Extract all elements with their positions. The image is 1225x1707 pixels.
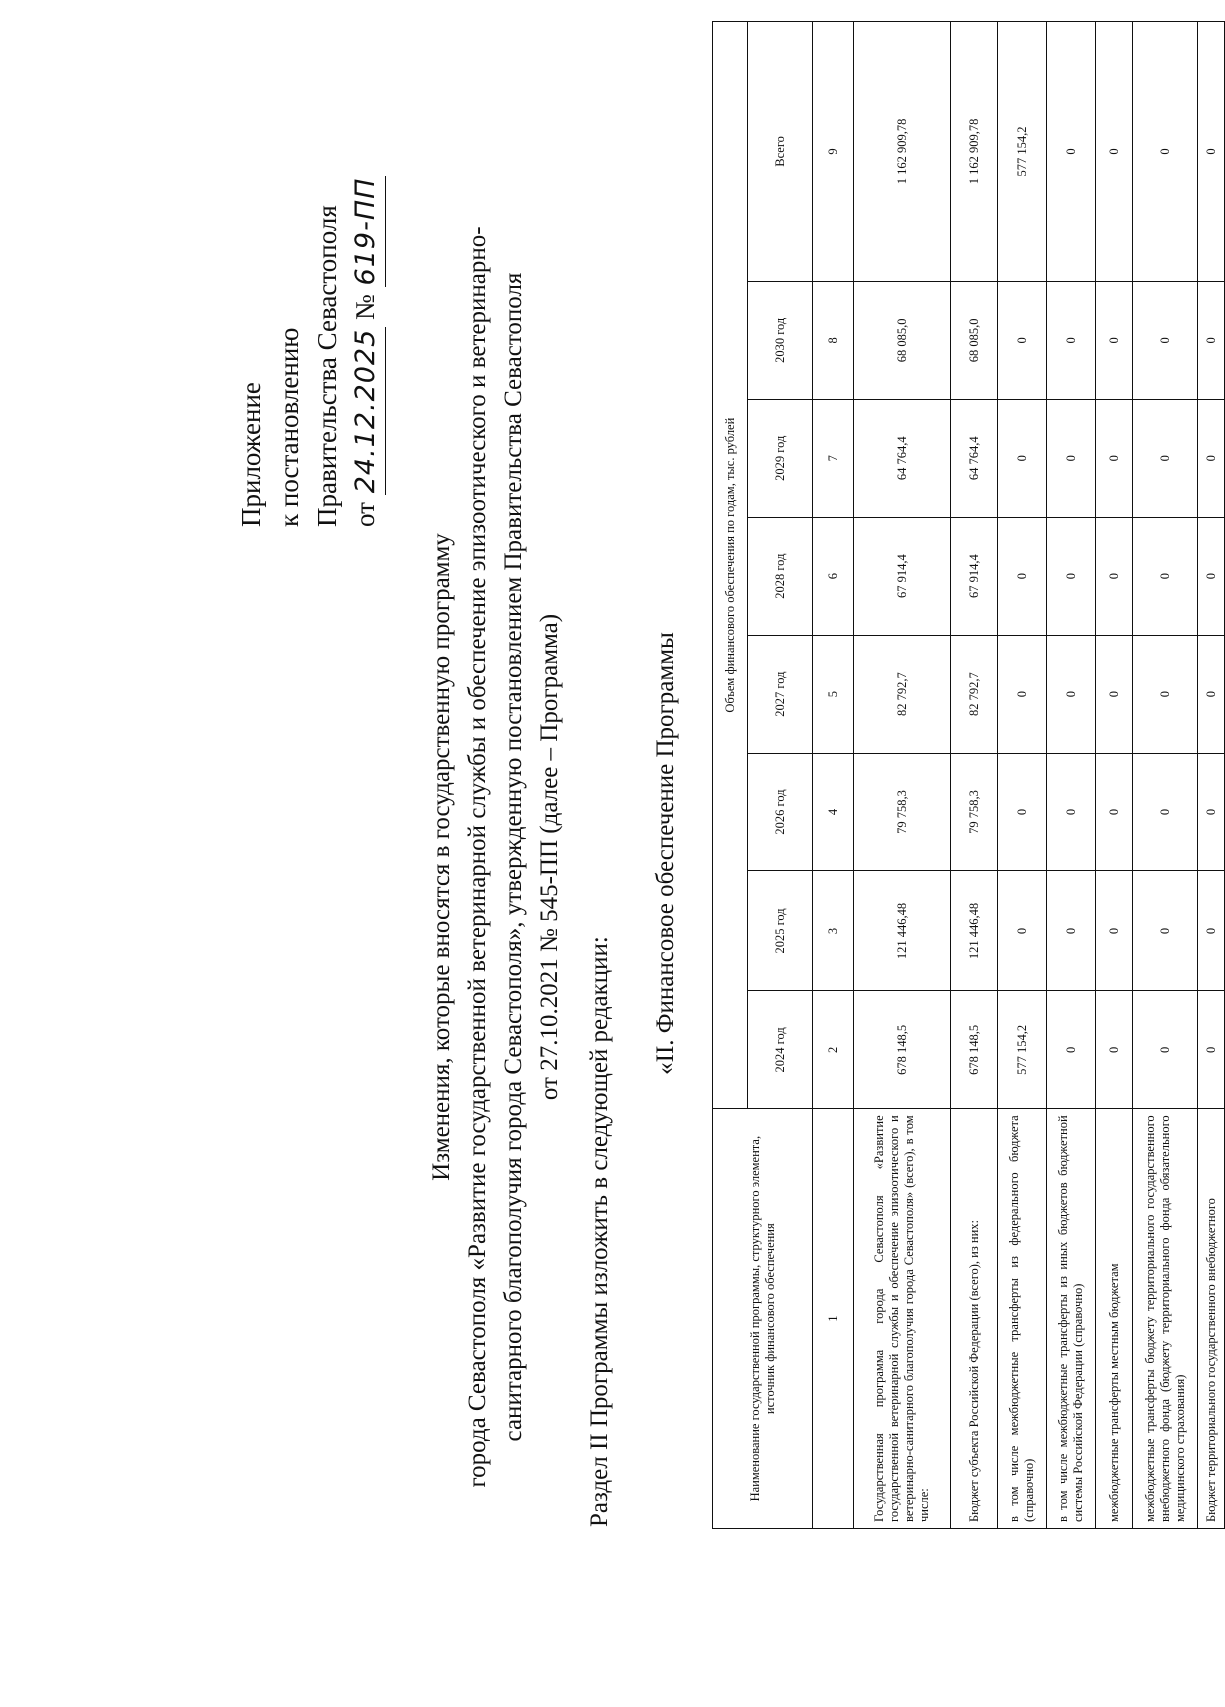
column-index-cell: 3 xyxy=(813,871,854,991)
row-value-cell: 0 xyxy=(1047,871,1096,991)
row-value-cell: 0 xyxy=(1198,753,1225,871)
row-value-cell: 0 xyxy=(1133,991,1198,1109)
column-group-header: Объем финансового обеспечения по годам, тыс. рублей xyxy=(713,22,748,1109)
row-value-cell: 0 xyxy=(1133,22,1198,282)
row-name-cell: Государственная программа города Севастополя «Развитие государственной ветеринарной службы и обеспечение эпизоотического и ветеринарно-санитарного благополучия города Севастополя» (всего), в том числе: xyxy=(854,1109,951,1529)
row-value-cell: 0 xyxy=(1198,635,1225,753)
row-value-cell: 0 xyxy=(1047,22,1096,282)
row-value-cell: 0 xyxy=(1198,399,1225,517)
handwritten-date: 24.12.2025 xyxy=(347,327,386,496)
row-value-cell: 1 162 909,78 xyxy=(854,22,951,282)
table-row xyxy=(1133,22,1198,1529)
row-value-cell: 0 xyxy=(1096,871,1133,991)
row-value-cell: 0 xyxy=(998,399,1047,517)
row-value-cell: 0 xyxy=(1096,517,1133,635)
column-header-year: 2030 год xyxy=(748,281,813,399)
column-index-cell: 1 xyxy=(813,1109,854,1529)
row-value-cell: 0 xyxy=(1096,22,1133,282)
column-index-cell: 8 xyxy=(813,281,854,399)
column-index-cell: 6 xyxy=(813,517,854,635)
section-title: «II. Финансовое обеспечение Программы xyxy=(652,632,679,1075)
row-value-cell: 0 xyxy=(1198,517,1225,635)
row-value-cell: 82 792,7 xyxy=(854,635,951,753)
appendix-line-1: Приложение xyxy=(236,382,266,527)
row-value-cell: 0 xyxy=(1198,871,1225,991)
row-value-cell: 68 085,0 xyxy=(951,281,998,399)
row-value-cell: 0 xyxy=(1047,635,1096,753)
column-index-cell: 7 xyxy=(813,399,854,517)
table-row xyxy=(951,22,998,1529)
row-value-cell: 67 914,4 xyxy=(951,517,998,635)
row-value-cell: 64 764,4 xyxy=(854,399,951,517)
table-row xyxy=(1096,22,1133,1529)
column-header-year: 2026 год xyxy=(748,753,813,871)
column-index-cell: 9 xyxy=(813,22,854,282)
row-value-cell: 0 xyxy=(1096,753,1133,871)
row-name-cell: межбюджетные трансферты бюджету территориального государственного внебюджетного фонда (бюджету территориального фонда обязательного медицинского страхования) xyxy=(1133,1109,1198,1529)
appendix-date-line xyxy=(346,176,386,527)
row-value-cell: 0 xyxy=(1198,22,1225,282)
row-value-cell: 0 xyxy=(1198,991,1225,1109)
row-value-cell: 64 764,4 xyxy=(951,399,998,517)
row-value-cell: 0 xyxy=(1047,399,1096,517)
row-value-cell: 0 xyxy=(1133,517,1198,635)
row-value-cell: 0 xyxy=(998,871,1047,991)
row-value-cell: 79 758,3 xyxy=(951,753,998,871)
row-value-cell: 0 xyxy=(1133,399,1198,517)
column-index-cell: 4 xyxy=(813,753,854,871)
column-index-cell: 2 xyxy=(813,991,854,1109)
heading-line-3: санитарного благополучия города Севастополя», утвержденную постановлением Правительства Севастополя xyxy=(500,272,527,1442)
row-value-cell: 577 154,2 xyxy=(998,22,1047,282)
row-value-cell: 0 xyxy=(998,635,1047,753)
column-header-year: 2024 год xyxy=(748,991,813,1109)
row-value-cell: 0 xyxy=(1198,281,1225,399)
row-value-cell: 79 758,3 xyxy=(854,753,951,871)
row-value-cell: 1 162 909,78 xyxy=(951,22,998,282)
handwritten-number: 619-ПП xyxy=(347,176,386,288)
column-header-year: 2025 год xyxy=(748,871,813,991)
row-value-cell: 0 xyxy=(1096,281,1133,399)
row-value-cell: 0 xyxy=(998,281,1047,399)
column-header-year: 2029 год xyxy=(748,399,813,517)
row-value-cell: 0 xyxy=(1096,991,1133,1109)
row-value-cell: 0 xyxy=(1133,871,1198,991)
row-value-cell: 67 914,4 xyxy=(854,517,951,635)
heading-line-2: города Севастополя «Развитие государственной ветеринарной службы и обеспечение эпизоотического и ветеринарно- xyxy=(464,226,491,1488)
row-value-cell: 678 148,5 xyxy=(854,991,951,1109)
column-header-name: Наименование государственной программы, структурного элемента, источник финансового обеспечения xyxy=(713,1109,813,1529)
row-value-cell: 68 085,0 xyxy=(854,281,951,399)
row-name-cell: межбюджетные трансферты местным бюджетам xyxy=(1096,1109,1133,1529)
column-index-cell: 5 xyxy=(813,635,854,753)
row-value-cell: 0 xyxy=(998,753,1047,871)
row-value-cell: 82 792,7 xyxy=(951,635,998,753)
column-header-year: 2028 год xyxy=(748,517,813,635)
date-prefix: от xyxy=(350,502,380,527)
row-value-cell: 0 xyxy=(1047,517,1096,635)
appendix-line-3: Правительства Севастополя xyxy=(312,205,342,527)
table-row xyxy=(854,22,951,1529)
document-heading xyxy=(424,107,568,1607)
row-value-cell: 0 xyxy=(998,517,1047,635)
row-name-cell: Бюджет субъекта Российской Федерации (всего), из них: xyxy=(951,1109,998,1529)
row-value-cell: 577 154,2 xyxy=(998,991,1047,1109)
heading-line-4: от 27.10.2021 № 545-ПП (далее – Программа) xyxy=(536,613,563,1101)
row-value-cell: 121 446,48 xyxy=(951,871,998,991)
row-name-cell: в том числе межбюджетные трансферты из иных бюджетов бюджетной системы Российской Федерации (справочно) xyxy=(1047,1109,1096,1529)
heading-line-1: Изменения, которые вносятся в государственную программу xyxy=(428,533,455,1181)
row-value-cell: 121 446,48 xyxy=(854,871,951,991)
row-value-cell: 0 xyxy=(1047,753,1096,871)
row-name-cell: Бюджет территориального государственного внебюджетного xyxy=(1198,1109,1225,1529)
row-value-cell: 0 xyxy=(1047,991,1096,1109)
table-row xyxy=(1047,22,1096,1529)
row-value-cell: 0 xyxy=(1096,635,1133,753)
row-name-cell: в том числе межбюджетные трансферты из федерального бюджета (справочно) xyxy=(998,1109,1047,1529)
section-intro: Раздел II Программы изложить в следующей редакции: xyxy=(586,936,613,1527)
table-index-row xyxy=(813,22,854,1529)
number-prefix: № xyxy=(350,294,380,320)
row-value-cell: 0 xyxy=(1133,753,1198,871)
column-header-year: 2027 год xyxy=(748,635,813,753)
financing-table xyxy=(712,21,1225,1529)
table-row xyxy=(998,22,1047,1529)
appendix-line-2: к постановлению xyxy=(274,327,304,527)
table-header-row xyxy=(713,22,748,1529)
row-value-cell: 0 xyxy=(1047,281,1096,399)
row-value-cell: 678 148,5 xyxy=(951,991,998,1109)
column-header-year: Всего xyxy=(748,22,813,282)
row-value-cell: 0 xyxy=(1096,399,1133,517)
table-row xyxy=(1198,22,1225,1529)
row-value-cell: 0 xyxy=(1133,635,1198,753)
row-value-cell: 0 xyxy=(1133,281,1198,399)
appendix-block xyxy=(232,176,386,527)
